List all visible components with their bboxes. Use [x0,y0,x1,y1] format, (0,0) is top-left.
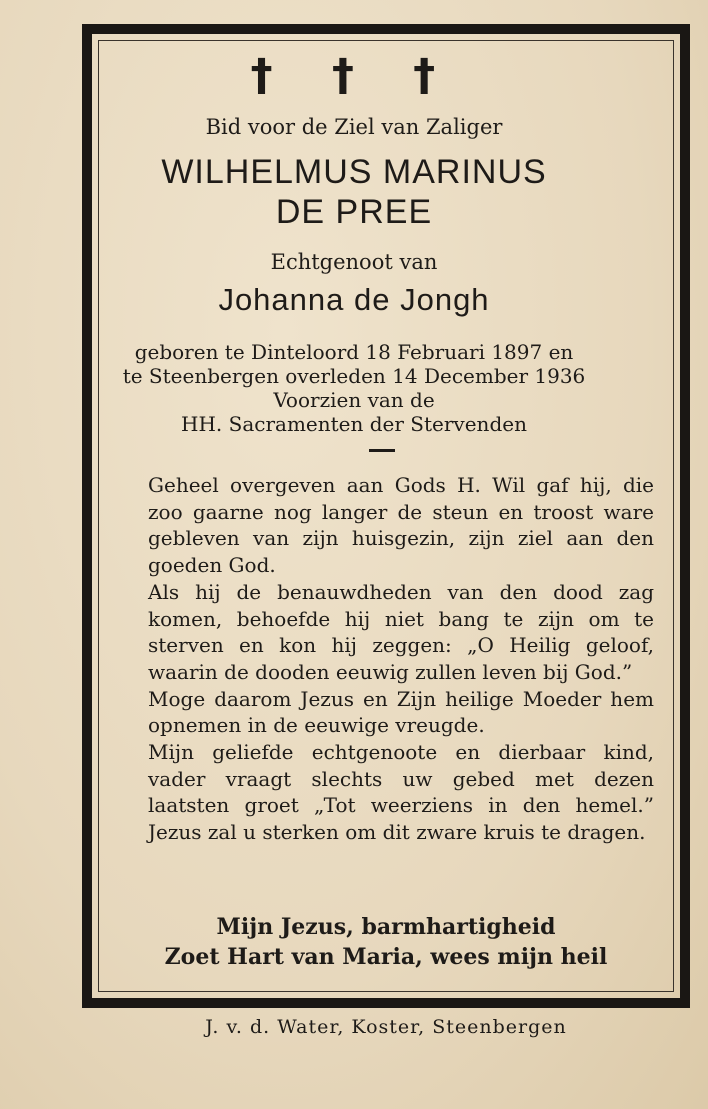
paragraph: Geheel overgeven aan Gods H. Wil gaf hij, die zoo gaarne nog langer de steun en troost ware gebleven van zijn huisgezin, zijn ziel aan den goeden God. [148,473,654,578]
printer-credit: J. v. d. Water, Koster, Steenbergen [205,1016,567,1038]
paragraph: Als hij de benauwdheden van den dood zag komen, behoefde hij niet bang te zijn om te sterven en kon hij zeggen: „O Heilig geloof, waarin de dooden eeuwig zullen leven bij God.” [148,579,654,684]
closing-line: Mijn Jezus, barmhartigheid [216,914,556,940]
paragraph: Mijn geliefde echtgenoote en dierbaar kind, vader vraagt slechts uw gebed met dezen laatsten groet „Tot weerziens in den hemel.” Jezus zal u sterken om dit zware kruis te dragen. [148,740,654,845]
spouse-label: Echtgenoot van [270,250,438,274]
date-line: te Steenbergen overleden 14 December 1936 [122,364,586,388]
date-line: geboren te Dinteloord 18 Februari 1897 en [134,340,574,364]
spouse-name: Johanna de Jongh [218,282,490,317]
three-crosses-icon: † † † [250,50,458,101]
birth-death-dates [0,340,708,436]
closing-prayer [98,912,674,972]
date-line: HH. Sacramenten der Stervenden [181,412,527,436]
deceased-name-line1: WILHELMUS MARINUS [161,153,547,191]
deceased-name [0,152,708,232]
deceased-name-line2: DE PREE [275,193,433,231]
divider-dash [369,449,395,452]
closing-line: Zoet Hart van Maria, wees mijn heil [164,944,608,970]
prayer-heading: Bid voor de Ziel van Zaliger [205,115,503,139]
paragraph: Moge daarom Jezus en Zijn heilige Moeder hem opnemen in de eeuwige vreugde. [148,686,654,738]
memorial-text [148,472,654,846]
date-line: Voorzien van de [273,388,435,412]
